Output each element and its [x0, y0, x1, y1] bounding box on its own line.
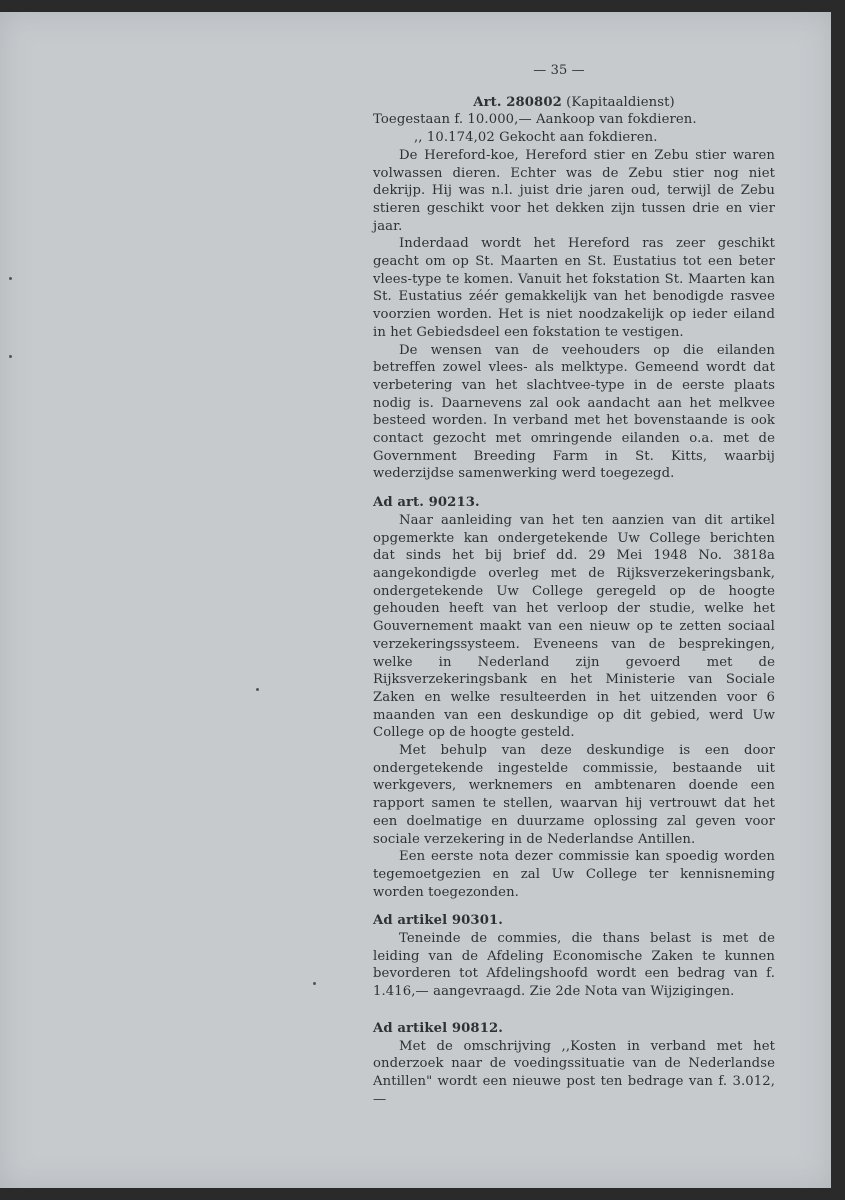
margin-mark	[256, 688, 259, 691]
paragraph: De Hereford-koe, Hereford stier en Zebu stier waren volwassen dieren. Echter was de Zebu stier nog niet dekrijp. Hij was n.l. juist drie jaren oud, terwijl de Zebu stieren geschikt voor het dekken zijn tussen drie en vier jaar.	[373, 147, 775, 234]
paragraph: Teneinde de commies, die thans belast is met de leiding van de Afdeling Economische Zaken te kunnen bevorderen tot Afdelingshoofd wordt een bedrag van f. 1.416,— aangevraagd. Zie 2de Nota van Wijzigingen.	[373, 931, 775, 1000]
article-line-purchased: ,, 10.174,02 Gekocht aan fokdieren.	[414, 130, 658, 146]
article-number: Art. 280802	[473, 94, 562, 110]
margin-mark	[9, 355, 12, 358]
paragraph: Een eerste nota dezer commissie kan spoedig worden tegemoetgezien en zal Uw College ter kennisneming worden toegezonden.	[373, 849, 775, 900]
paragraph: Naar aanleiding van het ten aanzien van dit artikel opgemerkte kan ondergetekende Uw College berichten dat sinds het bij brief dd. 29 Mei 1948 No. 3818a aangekondigde overleg met de Rijksverzekeringsbank, ondergetekende Uw College geregeld op de hoogte gehouden heeft van het verloop der studie, welke het Gouvernement maakt van een nieuw op te zetten sociaal verzekeringssysteem. Eveneens van de besprekingen, welke in Nederland zijn gevoerd met de Rijksverzekeringsbank en het Ministerie van Sociale Zaken en welke resulteerden in het uitzenden voor 6 maanden van een deskundige op dit gebied, werd Uw College op de hoogte gesteld.	[373, 512, 775, 741]
paragraph: De wensen van de veehouders op die eilanden betreffen zowel vlees- als melktype. Gemeend wordt dat verbetering van het slachtvee-type in de eerste plaats nodig is. Daarnevens zal ook aandacht aan het melkvee besteed worden. In verband met het bovenstaande is ook contact gezocht met omringende eilanden o.a. met de Government Breeding Farm in St. Kitts, waarbij wederzijdse samenwerking werd toegezegd.	[373, 342, 775, 482]
paragraph: Met behulp van deze deskundige is een door ondergetekende ingestelde commissie, bestaande uit werkgevers, werknemers en ambtenaren doende een rapport samen te stellen, waarvan hij vertrouwt dat het een doelmatige en duurzame oplossing zal geven voor sociale verzekering in de Nederlandse Antillen.	[373, 743, 775, 847]
article-title	[373, 94, 775, 112]
paragraph: Met de omschrijving ,,Kosten in verband met het onderzoek naar de voedingssituatie van de Nederlandse Antillen" wordt een nieuwe post ten bedrage van f. 3.012,—	[373, 1038, 775, 1107]
paragraph: Inderdaad wordt het Hereford ras zeer geschikt geacht om op St. Maarten en St. Eustatius tot een beter vlees-type te komen. Vanuit het fokstation St. Maarten kan St. Eustatius zéér gemakkelijk van het benodigde rasvee voorzien worden. Het is niet noodzakelijk op ieder eiland in het Gebiedsdeel een fokstation te vestigen.	[373, 236, 775, 340]
section-heading-90213: Ad art. 90213.	[373, 495, 480, 511]
margin-mark	[313, 982, 316, 985]
section-heading-90812: Ad artikel 90812.	[373, 1020, 503, 1036]
document-text	[373, 62, 775, 1108]
article-subtitle: (Kapitaaldienst)	[561, 94, 675, 110]
section-heading-90301: Ad artikel 90301.	[373, 913, 503, 929]
margin-mark	[9, 277, 12, 280]
article-line-granted: Toegestaan f. 10.000,— Aankoop van fokdieren.	[373, 112, 697, 128]
page-number: — 35 —	[533, 63, 585, 78]
